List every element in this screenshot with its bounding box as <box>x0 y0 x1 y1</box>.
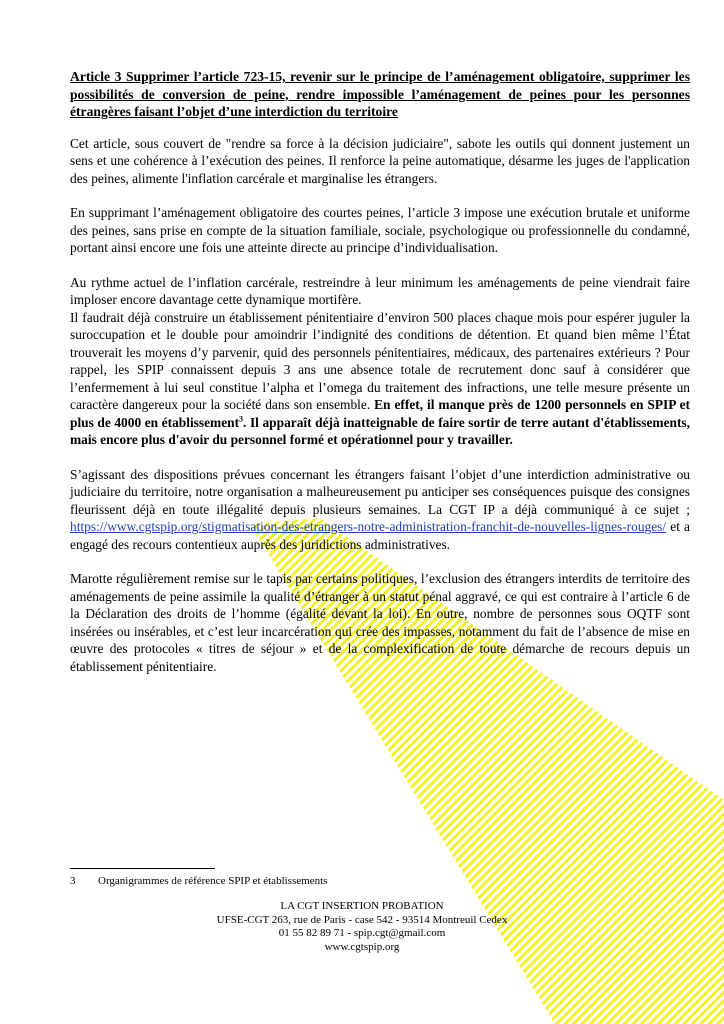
paragraph-3: Au rythme actuel de l’inflation carcérale, restreindre à leur minimum les aménagements de peine viendrait faire imploser encore davantage cette dynamique mortifère. <box>70 274 690 307</box>
paragraph-2: En supprimant l’aménagement obligatoire des courtes peines, l’article 3 impose une exécution brutale et uniforme des peines, sans prise en compte de la situation familiale, sociale, psychologique ou professionnelle du condamné, portant ainsi encore une fois une atteinte directe au principe d’individualisation. <box>70 205 690 255</box>
cgtspip-article-link[interactable]: https://www.cgtspip.org/stigmatisation-des-etrangers-notre-administration-franchit-de-nouvelles-lignes-rouges/ <box>70 519 667 534</box>
page-footer <box>0 900 724 954</box>
document-body <box>70 68 690 675</box>
footnote-text: Organigrammes de référence SPIP et établissements <box>98 875 328 887</box>
footer-website: www.cgtspip.org <box>324 940 400 953</box>
footnote-number: 3 <box>70 875 76 887</box>
paragraph-4 <box>70 309 690 449</box>
footnote-ref[interactable]: 3 <box>239 414 244 424</box>
paragraph-1: Cet article, sous couvert de "rendre sa force à la décision judiciaire", sabote les outils qui donnent justement un sens et une cohérence à l’exécution des peines. Il renforce la peine automatique, désarme les juges de l'application des peines, alimente l'inflation carcérale et marginalise les étrangers. <box>70 135 690 186</box>
paragraph-5 <box>70 466 690 554</box>
paragraph-5-end: et a engagé des recours contentieux auprès des juridictions administratives. <box>70 519 690 552</box>
paragraph-4-text: Il faudrait déjà construire un établissement pénitentiaire d’environ 500 places chaque mois pour espérer juguler la suroccupation et le double pour amoindrir l’indignité des conditions de détention. Et quand bien même l’État trouverait les moyens d’y parvenir, quid des personnels pénitentiaires, médicaux, des partenaires extérieurs ? Pour rappel, les SPIP connaissent depuis 3 ans une absence totale de recrutement donc sauf à considérer que l’enfermement à lui seul constitue l’alpha et l’omega du traitement des infractions, une telle mesure présente un caractère dangereux pour la société dans son ensemble. <box>70 309 690 412</box>
paragraph-4-bold: En effet, il manque près de 1200 personnels en SPIP et plus de 4000 en établissement <box>70 397 690 430</box>
footer-address: UFSE-CGT 263, rue de Paris - case 542 - 93514 Montreuil Cedex <box>216 913 508 926</box>
footer-contact: 01 55 82 89 71 - spip.cgt@gmail.com <box>278 927 446 939</box>
footnote-divider <box>70 868 215 869</box>
paragraph-5-text: S’agissant des dispositions prévues concernant les étrangers faisant l’objet d’une interdiction administrative ou judiciaire du territoire, notre organisation a malheureusement pu anticiper ses conséquences puisque des consignes fleurissent déjà en toute illégalité depuis plusieurs semaines. La CGT IP a déjà communiqué à ce sujet ; <box>70 466 690 517</box>
paragraph-4-bold-end: . Il apparaît déjà inatteignable de faire sortir de terre autant d'établissements, mais encore plus d'avoir du personnel formé et opérationnel pour y travailler. <box>70 414 690 447</box>
article-title: Article 3 Supprimer l’article 723-15, revenir sur le principe de l’aménagement obligatoire, supprimer les possibilités de conversion de peine, rendre impossible l’aménagement de peines pour les personnes étrangères faisant l’objet d’une interdiction du territoire <box>70 69 690 119</box>
paragraph-6: Marotte régulièrement remise sur le tapis par certains politiques, l’exclusion des étrangers interdits de territoire des aménagements de peine assimile la qualité d’étranger à un statut pénal aggravé, ce qui est contraire à l’article 6 de la Déclaration des droits de l’homme (égalité devant la loi). En outre, nombre de personnes sous OQTF sont insérées ou insérables, et c’est leur incarcération qui crée des impasses, notamment du fait de l’absence de mise en œuvre des protocoles « titres de séjour » et de la complexification de toute démarche de recours depuis un établissement pénitentiaire. <box>70 571 690 674</box>
footer-organization: LA CGT INSERTION PROBATION <box>280 900 444 912</box>
footnote <box>70 875 327 887</box>
